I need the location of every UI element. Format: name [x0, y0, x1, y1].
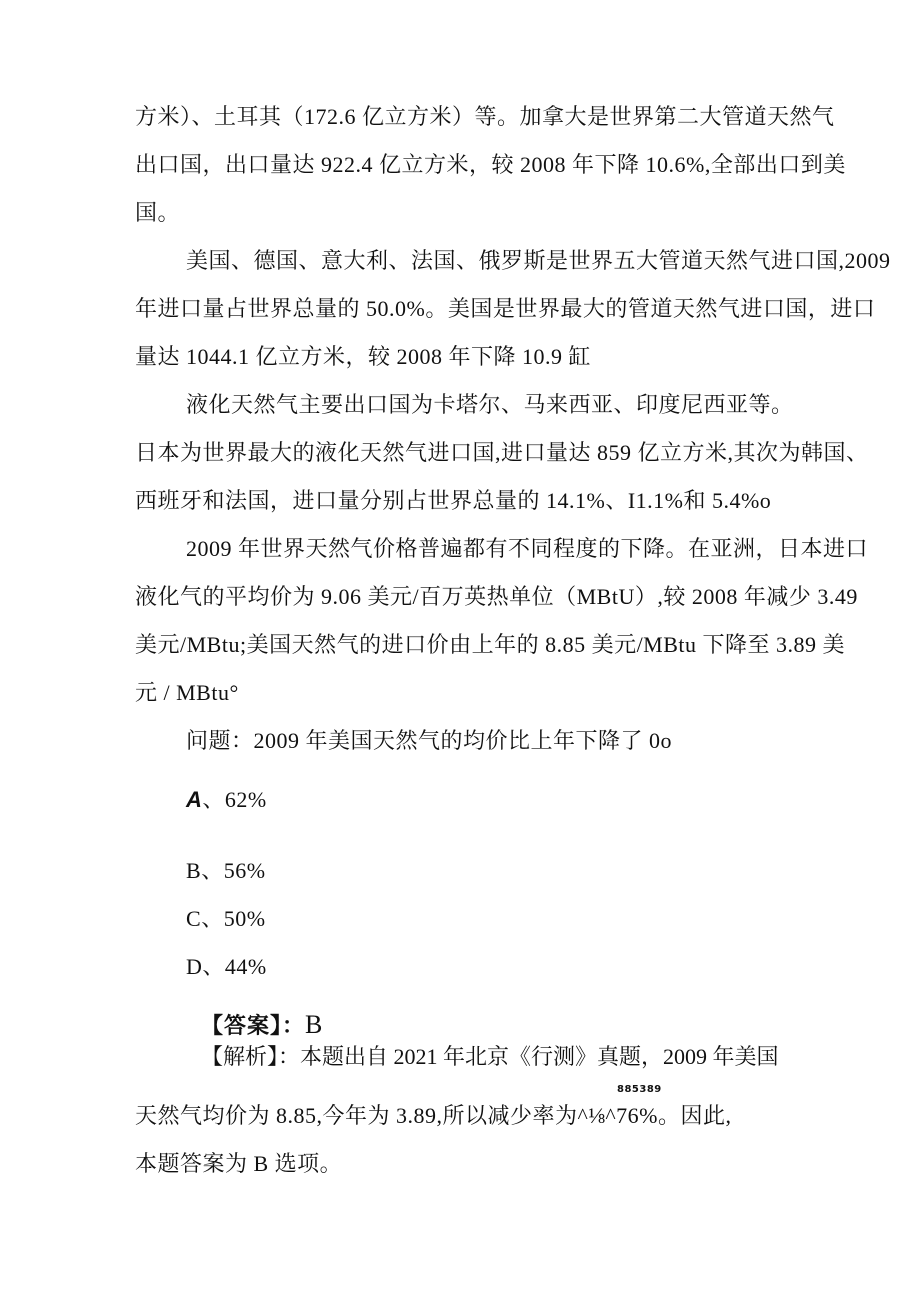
analysis-label: 【解析】：	[201, 1044, 301, 1069]
analysis-text: 本题出自 2021 年北京《行测》真题，2009 年美国	[300, 1044, 779, 1069]
body-line: 日本为世界最大的液化天然气进口国,进口量达 859 亿立方米,其次为韩国、	[135, 440, 869, 465]
body-line: 2009 年世界天然气价格普遍都有不同程度的下降。在亚洲，日本进口	[186, 536, 869, 561]
option-c-letter: C	[186, 906, 202, 931]
option-d-value: 44%	[224, 954, 267, 979]
option-b	[135, 847, 825, 895]
option-a-letter: A	[186, 787, 203, 812]
document-id-watermark: 885389	[617, 1084, 662, 1095]
body-line: 液化天然气主要出口国为卡塔尔、马来西亚、印度尼西亚等。	[186, 392, 794, 417]
option-a	[135, 776, 825, 824]
option-b-value: 56%	[223, 858, 266, 883]
option-b-separator: 、	[201, 858, 224, 883]
body-line: 方米）、土耳其（172.6 亿立方米）等。加拿大是世界第二大管道天然气	[135, 104, 835, 129]
option-b-letter: B	[186, 858, 202, 883]
question-line: 问题：2009 年美国天然气的均价比上年下降了 0o	[186, 728, 673, 753]
analysis-line	[135, 1041, 825, 1073]
body-line: 量达 1044.1 亿立方米，较 2008 年下降 10.9 缸	[135, 344, 592, 369]
option-c-value: 50%	[223, 906, 266, 931]
body-line: 出口国，出口量达 922.4 亿立方米，较 2008 年下降 10.6%,全部出口到美	[135, 152, 846, 177]
option-d	[135, 943, 825, 991]
option-a-separator: 、	[202, 787, 225, 812]
answer-line	[135, 1009, 825, 1041]
option-d-separator: 、	[202, 954, 225, 979]
body-line: 元 / MBtu°	[135, 680, 239, 705]
answer-value: B	[305, 1010, 323, 1039]
body-line: 美国、德国、意大利、法国、俄罗斯是世界五大管道天然气进口国,2009	[186, 248, 891, 273]
body-line: 国。	[135, 200, 181, 225]
option-c	[135, 895, 825, 943]
analysis-line-3: 本题答案为 B 选项。	[135, 1151, 343, 1176]
body-line: 西班牙和法国，进口量分别占世界总量的 14.1%、I1.1%和 5.4%o	[135, 488, 772, 513]
document-page	[135, 93, 891, 1188]
option-d-letter: D	[186, 954, 203, 979]
option-c-separator: 、	[201, 906, 224, 931]
answer-label: 【答案】：	[201, 1013, 306, 1038]
body-line: 液化气的平均价为 9.06 美元/百万英热单位（MBtU）,较 2008 年减少 3.49	[135, 584, 858, 609]
option-a-value: 62%	[224, 787, 267, 812]
analysis-line-2: 天然气均价为 8.85,今年为 3.89,所以减少率为^⅛^76%。因此,	[135, 1103, 732, 1128]
body-line: 年进口量占世界总量的 50.0%。美国是世界最大的管道天然气进口国，进口	[135, 296, 876, 321]
body-line: 美元/MBtu;美国天然气的进口价由上年的 8.85 美元/MBtu 下降至 3.89 美	[135, 632, 846, 657]
